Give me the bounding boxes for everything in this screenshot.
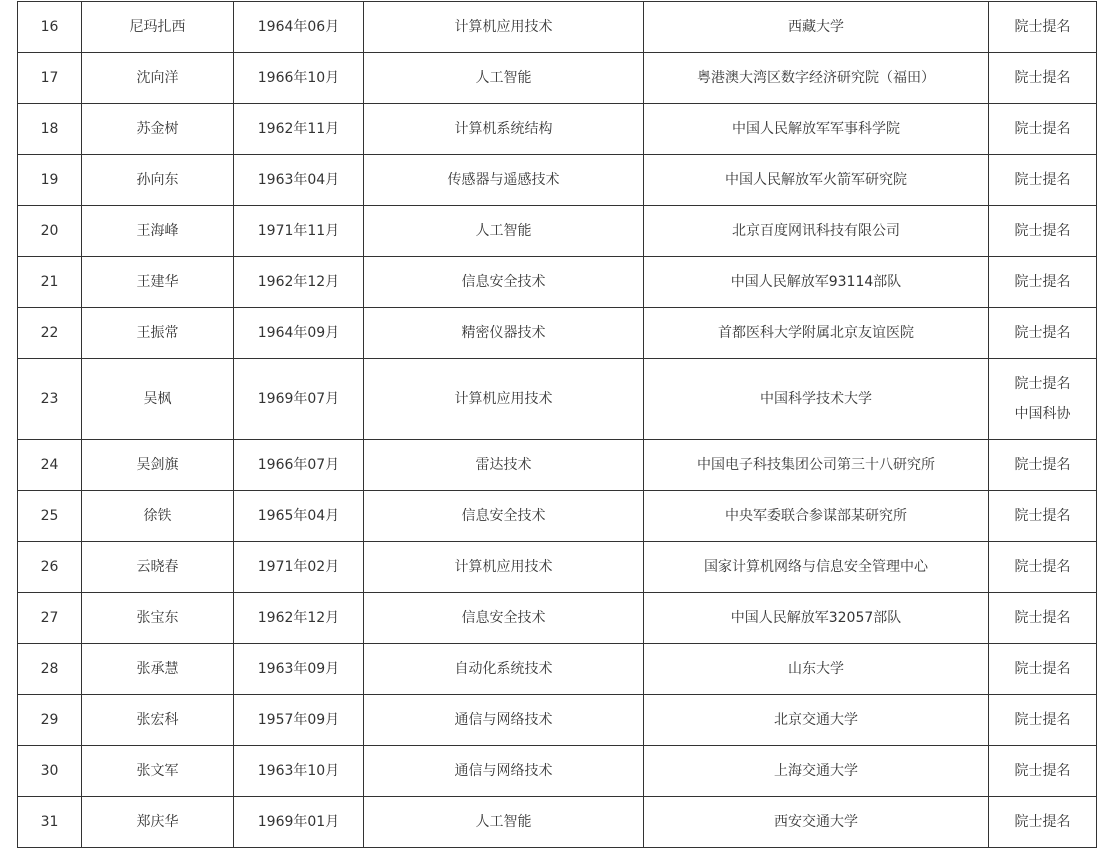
organization: 国家计算机网络与信息安全管理中心 [644,542,989,593]
table-row [18,257,1097,308]
nomination-source [989,359,1097,440]
birth-date: 1969年07月 [234,359,364,440]
candidate-table-body [18,2,1097,848]
nomination-source-item: 院士提名 [1014,457,1071,473]
birth-date: 1964年06月 [234,2,364,53]
birth-date: 1957年09月 [234,695,364,746]
candidate-name: 郑庆华 [82,797,234,848]
table-row [18,491,1097,542]
organization: 中国人民解放军93114部队 [644,257,989,308]
discipline: 通信与网络技术 [364,695,644,746]
discipline: 自动化系统技术 [364,644,644,695]
discipline: 计算机应用技术 [364,359,644,440]
row-number: 25 [18,491,82,542]
birth-date: 1962年12月 [234,257,364,308]
discipline: 信息安全技术 [364,593,644,644]
table-row [18,746,1097,797]
discipline: 计算机应用技术 [364,2,644,53]
nomination-source-item: 院士提名 [1014,172,1071,188]
nomination-source [989,53,1097,104]
discipline: 传感器与遥感技术 [364,155,644,206]
table-row [18,359,1097,440]
organization: 西藏大学 [644,2,989,53]
nomination-source-item: 院士提名 [1014,70,1071,86]
birth-date: 1965年04月 [234,491,364,542]
table-row [18,53,1097,104]
nomination-source [989,593,1097,644]
discipline: 计算机应用技术 [364,542,644,593]
candidate-name: 张承慧 [82,644,234,695]
nomination-source [989,104,1097,155]
nomination-source [989,491,1097,542]
candidate-name: 张宏科 [82,695,234,746]
nomination-source [989,206,1097,257]
candidate-name: 张文军 [82,746,234,797]
table-row [18,155,1097,206]
discipline: 人工智能 [364,797,644,848]
candidate-name: 王建华 [82,257,234,308]
organization: 上海交通大学 [644,746,989,797]
nomination-source [989,257,1097,308]
nomination-source-item: 院士提名 [1014,325,1071,341]
organization: 中国人民解放军32057部队 [644,593,989,644]
discipline: 信息安全技术 [364,491,644,542]
row-number: 24 [18,440,82,491]
nomination-source [989,155,1097,206]
discipline: 人工智能 [364,206,644,257]
nomination-source-item: 院士提名 [1014,559,1071,575]
candidate-name: 吴剑旗 [82,440,234,491]
candidate-name: 苏金树 [82,104,234,155]
nomination-source [989,695,1097,746]
nomination-source [989,2,1097,53]
birth-date: 1971年11月 [234,206,364,257]
table-row [18,104,1097,155]
candidate-name: 云晓春 [82,542,234,593]
candidate-name: 徐铁 [82,491,234,542]
birth-date: 1971年02月 [234,542,364,593]
nomination-source [989,797,1097,848]
nomination-source-item: 中国科协 [1014,406,1071,422]
nomination-source-item: 院士提名 [1014,712,1071,728]
organization: 首都医科大学附属北京友谊医院 [644,308,989,359]
nomination-source-item: 院士提名 [1014,19,1071,35]
table-row [18,593,1097,644]
table-row [18,797,1097,848]
birth-date: 1962年12月 [234,593,364,644]
row-number: 18 [18,104,82,155]
row-number: 21 [18,257,82,308]
birth-date: 1969年01月 [234,797,364,848]
row-number: 30 [18,746,82,797]
nomination-source-item: 院士提名 [1014,274,1071,290]
organization: 北京百度网讯科技有限公司 [644,206,989,257]
birth-date: 1963年09月 [234,644,364,695]
nomination-source-item: 院士提名 [1014,121,1071,137]
candidate-name: 张宝东 [82,593,234,644]
candidate-name: 王海峰 [82,206,234,257]
discipline: 信息安全技术 [364,257,644,308]
table-row [18,308,1097,359]
table-row [18,542,1097,593]
candidate-name: 吴枫 [82,359,234,440]
organization: 中国科学技术大学 [644,359,989,440]
nomination-source [989,644,1097,695]
table-row [18,206,1097,257]
row-number: 17 [18,53,82,104]
discipline: 通信与网络技术 [364,746,644,797]
organization: 中国电子科技集团公司第三十八研究所 [644,440,989,491]
row-number: 26 [18,542,82,593]
discipline: 精密仪器技术 [364,308,644,359]
row-number: 22 [18,308,82,359]
birth-date: 1962年11月 [234,104,364,155]
table-row [18,440,1097,491]
candidate-name: 王振常 [82,308,234,359]
row-number: 19 [18,155,82,206]
nomination-source-item: 院士提名 [1014,814,1071,830]
table-row [18,644,1097,695]
row-number: 31 [18,797,82,848]
row-number: 27 [18,593,82,644]
row-number: 16 [18,2,82,53]
organization: 中国人民解放军火箭军研究院 [644,155,989,206]
candidate-name: 沈向洋 [82,53,234,104]
organization: 粤港澳大湾区数字经济研究院（福田） [644,53,989,104]
nomination-source-item: 院士提名 [1014,661,1071,677]
nomination-source [989,746,1097,797]
birth-date: 1963年10月 [234,746,364,797]
nomination-source [989,440,1097,491]
discipline: 计算机系统结构 [364,104,644,155]
nomination-source-item: 院士提名 [1014,508,1071,524]
nomination-source-item: 院士提名 [1014,610,1071,626]
discipline: 人工智能 [364,53,644,104]
birth-date: 1963年04月 [234,155,364,206]
nomination-source-item: 院士提名 [1014,763,1071,779]
row-number: 29 [18,695,82,746]
nomination-source-item: 院士提名 [1014,223,1071,239]
organization: 中央军委联合参谋部某研究所 [644,491,989,542]
table-row [18,695,1097,746]
row-number: 23 [18,359,82,440]
organization: 山东大学 [644,644,989,695]
candidate-name: 孙向东 [82,155,234,206]
birth-date: 1966年07月 [234,440,364,491]
birth-date: 1966年10月 [234,53,364,104]
organization: 北京交通大学 [644,695,989,746]
nomination-source [989,308,1097,359]
row-number: 28 [18,644,82,695]
row-number: 20 [18,206,82,257]
discipline: 雷达技术 [364,440,644,491]
candidate-table [17,1,1097,848]
birth-date: 1964年09月 [234,308,364,359]
organization: 中国人民解放军军事科学院 [644,104,989,155]
nomination-source [989,542,1097,593]
nomination-source-item: 院士提名 [1014,376,1071,392]
organization: 西安交通大学 [644,797,989,848]
table-row [18,2,1097,53]
candidate-name: 尼玛扎西 [82,2,234,53]
